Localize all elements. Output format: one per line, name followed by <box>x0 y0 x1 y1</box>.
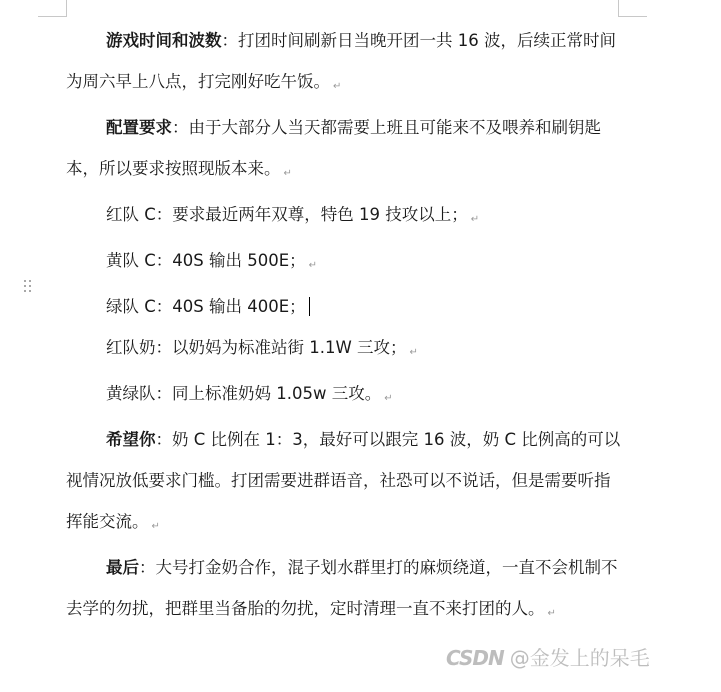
drag-handle-icon[interactable] <box>24 280 34 294</box>
paragraph-text: ：由于大部分人当天都需要上班且可能来不及喂养和刷钥匙本，所以要求按照现版本来。 <box>66 118 601 178</box>
paragraph-yellow-team-c[interactable] <box>66 240 622 286</box>
paragraph-text: 绿队 C：40S 输出 400E； <box>106 297 306 316</box>
paragraph-red-team-healer[interactable] <box>66 327 622 373</box>
paragraph-red-team-c[interactable] <box>66 194 622 240</box>
paragraph-heading: 游戏时间和波数 <box>106 31 222 50</box>
paragraph-heading: 希望你 <box>106 430 156 449</box>
paragraph-green-team-c[interactable] <box>66 286 622 327</box>
paragraph-game-time[interactable] <box>66 20 622 107</box>
document-body[interactable] <box>66 20 622 634</box>
paragraph-hope[interactable] <box>66 419 622 547</box>
paragraph-mark-icon: ↵ <box>283 168 292 179</box>
paragraph-heading: 最后 <box>106 558 139 577</box>
paragraph-text: 黄绿队：同上标准奶妈 1.05w 三攻。 <box>106 384 382 403</box>
page-corner-mark-left <box>38 0 67 17</box>
watermark <box>446 642 650 671</box>
paragraph-yellow-green-team[interactable] <box>66 373 622 419</box>
paragraph-text: ：奶 C 比例在 1：3，最好可以跟完 16 波，奶 C 比例高的可以视情况放低要求门槛。打团需要进群语音，社恐可以不说话，但是需要听指挥能交流。 <box>66 430 621 531</box>
text-cursor <box>309 297 310 316</box>
paragraph-mark-icon: ↵ <box>308 260 318 271</box>
paragraph-mark-icon: ↵ <box>384 393 393 404</box>
page-corner-mark-right <box>618 0 647 17</box>
watermark-logo: CSDN <box>446 646 504 670</box>
paragraph-text: ：大号打金奶合作，混子划水群里打的麻烦绕道，一直不会机制不去学的勿扰，把群里当备胎的勿扰，定时清理一直不来打团的人。 <box>66 558 618 618</box>
paragraph-mark-icon: ↵ <box>409 347 418 358</box>
paragraph-text: ：打团时间刷新日当晚开团一共 16 波，后续正常时间为周六早上八点，打完刚好吃午饭。 <box>66 31 616 91</box>
paragraph-requirements[interactable] <box>66 107 622 194</box>
paragraph-finally[interactable] <box>66 547 622 634</box>
paragraph-text: 红队奶：以奶妈为标准站街 1.1W 三攻； <box>106 338 407 357</box>
paragraph-mark-icon: ↵ <box>547 608 556 619</box>
paragraph-text: 黄队 C：40S 输出 500E； <box>106 251 306 270</box>
paragraph-mark-icon: ↵ <box>470 214 480 225</box>
paragraph-mark-icon: ↵ <box>333 81 342 92</box>
paragraph-heading: 配置要求 <box>106 118 172 137</box>
watermark-text: @金发上的呆毛 <box>509 646 650 670</box>
paragraph-text: 红队 C：要求最近两年双尊，特色 19 技攻以上； <box>106 205 468 224</box>
paragraph-mark-icon: ↵ <box>151 521 160 532</box>
